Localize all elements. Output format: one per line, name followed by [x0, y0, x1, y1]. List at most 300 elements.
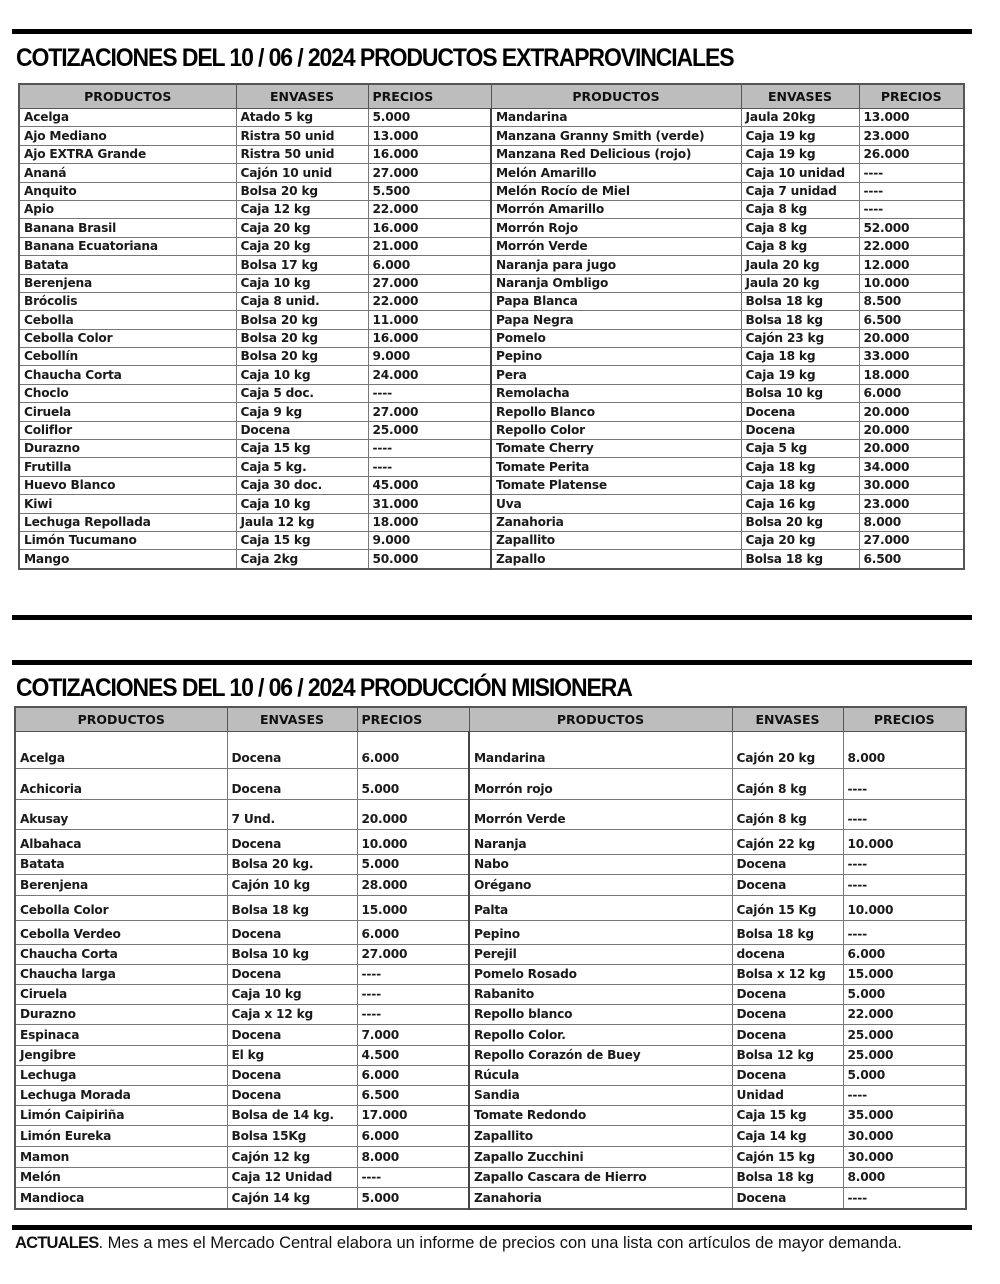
package-cell: Cajón 10 kg [227, 875, 357, 896]
table-row [15, 921, 966, 945]
caption-text: . Mes a mes el Mercado Central elabora un informe de precios con una lista con artículos de mayor demanda. [98, 1234, 902, 1252]
price-cell: 8.000 [859, 513, 964, 531]
price-cell: 30.000 [859, 476, 964, 494]
price-cell: 27.000 [368, 274, 491, 292]
product-cell: Melón Rocío de Miel [491, 182, 741, 200]
price-cell: 52.000 [859, 219, 964, 237]
table-row [15, 875, 966, 896]
package-cell: Bolsa de 14 kg. [227, 1106, 357, 1126]
package-cell: Cajón 15 kg [732, 1147, 843, 1168]
package-cell: Caja 12 Unidad [227, 1168, 357, 1188]
product-cell: Uva [491, 495, 741, 513]
produccion-misionera-body [15, 732, 966, 1209]
package-cell: Caja 10 kg [236, 274, 368, 292]
package-cell: Bolsa 15Kg [227, 1126, 357, 1147]
price-cell: 22.000 [368, 200, 491, 218]
package-cell: Cajón 12 kg [227, 1147, 357, 1168]
package-cell: Caja 12 kg [236, 200, 368, 218]
product-cell: Morrón Verde [469, 800, 732, 830]
price-cell: 34.000 [859, 458, 964, 476]
product-cell: Mandarina [469, 732, 732, 769]
package-cell: Caja 15 kg [732, 1106, 843, 1126]
price-cell: ---- [859, 182, 964, 200]
product-cell: Pomelo [491, 329, 741, 347]
table-row [19, 237, 964, 255]
package-cell: Caja 15 kg [236, 440, 368, 458]
price-cell: 18.000 [368, 513, 491, 531]
product-cell: Espinaca [15, 1025, 227, 1046]
price-cell: 6.500 [859, 550, 964, 569]
product-cell: Choclo [19, 384, 236, 402]
package-cell: Caja 10 unidad [741, 164, 859, 182]
price-cell: 10.000 [859, 274, 964, 292]
product-cell: Banana Brasil [19, 219, 236, 237]
package-cell: Cajón 20 kg [732, 732, 843, 769]
product-cell: Palta [469, 896, 732, 921]
price-cell: 10.000 [843, 896, 966, 921]
product-cell: Sandia [469, 1086, 732, 1106]
table-row [19, 476, 964, 494]
price-cell: 16.000 [368, 219, 491, 237]
price-cell: ---- [368, 440, 491, 458]
product-cell: Mamon [15, 1147, 227, 1168]
product-cell: Pomelo Rosado [469, 965, 732, 985]
column-header: PRECIOS [357, 707, 469, 732]
product-cell: Pepino [491, 348, 741, 366]
package-cell: Docena [732, 1005, 843, 1025]
package-cell: Bolsa 18 kg [741, 550, 859, 569]
package-cell: Caja 5 doc. [236, 384, 368, 402]
caption-lead: ACTUALES [15, 1234, 99, 1252]
table-row [15, 830, 966, 855]
price-cell: 10.000 [357, 830, 469, 855]
column-header: PRODUCTOS [19, 84, 236, 109]
table-row [15, 800, 966, 830]
package-cell: Docena [236, 421, 368, 439]
product-cell: Achicoria [15, 769, 227, 800]
package-cell: Caja 5 kg. [236, 458, 368, 476]
product-cell: Pera [491, 366, 741, 384]
package-cell: Caja x 12 kg [227, 1005, 357, 1025]
product-cell: Ciruela [15, 985, 227, 1005]
price-cell: 30.000 [843, 1147, 966, 1168]
product-cell: Banana Ecuatoriana [19, 237, 236, 255]
price-cell: ---- [357, 965, 469, 985]
package-cell: Ristra 50 unid [236, 145, 368, 163]
price-cell: 45.000 [368, 476, 491, 494]
package-cell: docena [732, 945, 843, 965]
package-cell: Caja 2kg [236, 550, 368, 569]
product-cell: Limón Tucumano [19, 531, 236, 549]
product-cell: Tomate Redondo [469, 1106, 732, 1126]
price-cell: 6.000 [859, 384, 964, 402]
package-cell: Cajón 10 unid [236, 164, 368, 182]
price-cell: 9.000 [368, 531, 491, 549]
product-cell: Frutilla [19, 458, 236, 476]
bottom-rule [12, 1225, 972, 1230]
package-cell: Caja 16 kg [741, 495, 859, 513]
product-cell: Apio [19, 200, 236, 218]
price-cell: 20.000 [859, 421, 964, 439]
table-row [19, 200, 964, 218]
package-cell: Atado 5 kg [236, 109, 368, 127]
section1-title: COTIZACIONES DEL 10 / 06 / 2024 PRODUCTOS EXTRAPROVINCIALES [16, 44, 734, 72]
table-row [15, 945, 966, 965]
package-cell: Jaula 12 kg [236, 513, 368, 531]
price-cell: 16.000 [368, 329, 491, 347]
product-cell: Cebolla Verdeo [15, 921, 227, 945]
package-cell: Jaula 20 kg [741, 256, 859, 274]
price-cell: 13.000 [859, 109, 964, 127]
package-cell: Docena [741, 403, 859, 421]
price-cell: 26.000 [859, 145, 964, 163]
price-cell: 5.000 [357, 1188, 469, 1209]
package-cell: Docena [227, 921, 357, 945]
caption [15, 1234, 902, 1253]
product-cell: Ciruela [19, 403, 236, 421]
package-cell: Docena [732, 1025, 843, 1046]
package-cell: Caja 20 kg [741, 531, 859, 549]
table-row [15, 1046, 966, 1066]
product-cell: Papa Negra [491, 311, 741, 329]
product-cell: Morrón Amarillo [491, 200, 741, 218]
price-cell: 8.500 [859, 292, 964, 310]
extraprovinciales-body [19, 109, 964, 569]
product-cell: Tomate Perita [491, 458, 741, 476]
package-cell: Bolsa 20 kg [741, 513, 859, 531]
package-cell: Docena [227, 1025, 357, 1046]
table-row [15, 1126, 966, 1147]
price-cell: ---- [357, 1168, 469, 1188]
table-row [19, 348, 964, 366]
mid-rule-1 [12, 615, 972, 620]
price-cell: 5.000 [843, 985, 966, 1005]
table-row [15, 1005, 966, 1025]
package-cell: Docena [227, 732, 357, 769]
price-cell: ---- [843, 800, 966, 830]
table-row [15, 769, 966, 800]
table-row [19, 311, 964, 329]
product-cell: Rúcula [469, 1066, 732, 1086]
price-cell: 4.500 [357, 1046, 469, 1066]
package-cell: Jaula 20kg [741, 109, 859, 127]
product-cell: Huevo Blanco [19, 476, 236, 494]
package-cell: Docena [732, 875, 843, 896]
product-cell: Lechuga Morada [15, 1086, 227, 1106]
product-cell: Remolacha [491, 384, 741, 402]
price-cell: 5.000 [357, 855, 469, 875]
table-row [19, 329, 964, 347]
product-cell: Repollo Color. [469, 1025, 732, 1046]
package-cell: Bolsa 10 kg [227, 945, 357, 965]
package-cell: Cajón 8 kg [732, 769, 843, 800]
price-cell: ---- [843, 855, 966, 875]
table-row [19, 256, 964, 274]
price-cell: 24.000 [368, 366, 491, 384]
price-cell: 5.000 [843, 1066, 966, 1086]
price-cell: 20.000 [357, 800, 469, 830]
product-cell: Melón [15, 1168, 227, 1188]
package-cell: Unidad [732, 1086, 843, 1106]
package-cell: Cajón 15 Kg [732, 896, 843, 921]
table-header-row [19, 84, 964, 109]
price-cell: 20.000 [859, 329, 964, 347]
product-cell: Cebollín [19, 348, 236, 366]
column-header: ENVASES [227, 707, 357, 732]
package-cell: Docena [227, 1066, 357, 1086]
package-cell: Docena [227, 769, 357, 800]
package-cell: Caja 8 kg [741, 219, 859, 237]
table-row [19, 384, 964, 402]
price-cell: 5.000 [368, 109, 491, 127]
package-cell: Caja 20 kg [236, 237, 368, 255]
price-cell: 25.000 [843, 1025, 966, 1046]
table-row [15, 1106, 966, 1126]
product-cell: Naranja [469, 830, 732, 855]
package-cell: Docena [732, 855, 843, 875]
package-cell: Caja 18 kg [741, 348, 859, 366]
price-cell: ---- [357, 985, 469, 1005]
table-row [15, 1147, 966, 1168]
column-header: ENVASES [236, 84, 368, 109]
package-cell: Bolsa 20 kg [236, 329, 368, 347]
package-cell: Caja 18 kg [741, 476, 859, 494]
package-cell: Caja 19 kg [741, 127, 859, 145]
price-cell: 6.500 [859, 311, 964, 329]
package-cell: Bolsa 12 kg [732, 1046, 843, 1066]
product-cell: Cebolla Color [15, 896, 227, 921]
price-cell: 6.500 [357, 1086, 469, 1106]
package-cell: Bolsa 18 kg [732, 921, 843, 945]
product-cell: Ajo EXTRA Grande [19, 145, 236, 163]
product-cell: Albahaca [15, 830, 227, 855]
price-cell: 6.000 [357, 921, 469, 945]
product-cell: Ajo Mediano [19, 127, 236, 145]
price-cell: 8.000 [357, 1147, 469, 1168]
price-cell: 27.000 [368, 403, 491, 421]
product-cell: Morrón Rojo [491, 219, 741, 237]
product-cell: Lechuga [15, 1066, 227, 1086]
product-cell: Acelga [15, 732, 227, 769]
product-cell: Kiwi [19, 495, 236, 513]
package-cell: Caja 10 kg [236, 366, 368, 384]
column-header: PRECIOS [368, 84, 491, 109]
product-cell: Morrón Verde [491, 237, 741, 255]
price-cell: 22.000 [859, 237, 964, 255]
price-cell: ---- [843, 1188, 966, 1209]
price-cell: 6.000 [357, 1126, 469, 1147]
product-cell: Repollo Blanco [491, 403, 741, 421]
price-cell: 15.000 [357, 896, 469, 921]
product-cell: Cebolla Color [19, 329, 236, 347]
price-cell: ---- [368, 458, 491, 476]
column-header: PRODUCTOS [469, 707, 732, 732]
price-cell: 7.000 [357, 1025, 469, 1046]
table-row [15, 965, 966, 985]
product-cell: Durazno [15, 1005, 227, 1025]
package-cell: Docena [227, 830, 357, 855]
product-cell: Zapallo [491, 550, 741, 569]
mid-rule-2 [12, 660, 972, 665]
table-row [19, 292, 964, 310]
price-cell: 9.000 [368, 348, 491, 366]
product-cell: Mango [19, 550, 236, 569]
package-cell: Bolsa 18 kg [741, 292, 859, 310]
price-cell: 21.000 [368, 237, 491, 255]
price-cell: 25.000 [368, 421, 491, 439]
product-cell: Anquito [19, 182, 236, 200]
price-cell: 6.000 [368, 256, 491, 274]
package-cell: Docena [227, 1086, 357, 1106]
table-row [19, 531, 964, 549]
produccion-misionera-table [14, 706, 967, 1210]
price-cell: 23.000 [859, 127, 964, 145]
product-cell: Durazno [19, 440, 236, 458]
product-cell: Zanahoria [491, 513, 741, 531]
price-cell: 15.000 [843, 965, 966, 985]
package-cell: 7 Und. [227, 800, 357, 830]
price-cell: 10.000 [843, 830, 966, 855]
table-row [19, 440, 964, 458]
product-cell: Tomate Cherry [491, 440, 741, 458]
package-cell: Docena [741, 421, 859, 439]
product-cell: Repollo Corazón de Buey [469, 1046, 732, 1066]
price-cell: 23.000 [859, 495, 964, 513]
product-cell: Perejil [469, 945, 732, 965]
table-row [19, 274, 964, 292]
package-cell: Cajón 8 kg [732, 800, 843, 830]
package-cell: Caja 5 kg [741, 440, 859, 458]
product-cell: Berenjena [19, 274, 236, 292]
product-cell: Chaucha Corta [19, 366, 236, 384]
package-cell: Caja 15 kg [236, 531, 368, 549]
product-cell: Repollo blanco [469, 1005, 732, 1025]
package-cell: Cajón 23 kg [741, 329, 859, 347]
table-row [19, 182, 964, 200]
table-row [19, 219, 964, 237]
product-cell: Lechuga Repollada [19, 513, 236, 531]
product-cell: Coliflor [19, 421, 236, 439]
product-cell: Zapallito [491, 531, 741, 549]
product-cell: Mandioca [15, 1188, 227, 1209]
product-cell: Naranja Ombligo [491, 274, 741, 292]
table-row [15, 1086, 966, 1106]
package-cell: Caja 8 unid. [236, 292, 368, 310]
column-header: PRODUCTOS [491, 84, 741, 109]
package-cell: Caja 10 kg [236, 495, 368, 513]
product-cell: Batata [19, 256, 236, 274]
package-cell: Caja 8 kg [741, 200, 859, 218]
package-cell: Bolsa 18 kg [741, 311, 859, 329]
package-cell: Caja 19 kg [741, 145, 859, 163]
price-cell: ---- [859, 164, 964, 182]
package-cell: Docena [732, 1188, 843, 1209]
package-cell: Caja 14 kg [732, 1126, 843, 1147]
price-cell: ---- [843, 1086, 966, 1106]
table-row [15, 855, 966, 875]
package-cell: Cajón 14 kg [227, 1188, 357, 1209]
price-cell: 27.000 [357, 945, 469, 965]
price-cell: 17.000 [357, 1106, 469, 1126]
top-rule-1 [12, 29, 972, 34]
product-cell: Manzana Red Delicious (rojo) [491, 145, 741, 163]
table-row [15, 985, 966, 1005]
price-cell: 6.000 [357, 732, 469, 769]
price-cell: 16.000 [368, 145, 491, 163]
package-cell: Docena [732, 1066, 843, 1086]
product-cell: Cebolla [19, 311, 236, 329]
price-cell: 12.000 [859, 256, 964, 274]
product-cell: Manzana Granny Smith (verde) [491, 127, 741, 145]
price-cell: 5.500 [368, 182, 491, 200]
table-row [15, 896, 966, 921]
price-cell: 18.000 [859, 366, 964, 384]
product-cell: Papa Blanca [491, 292, 741, 310]
table-row [19, 109, 964, 127]
column-header: ENVASES [741, 84, 859, 109]
price-cell: 6.000 [843, 945, 966, 965]
product-cell: Zapallo Cascara de Hierro [469, 1168, 732, 1188]
price-cell: 11.000 [368, 311, 491, 329]
product-cell: Ananá [19, 164, 236, 182]
package-cell: Caja 10 kg [227, 985, 357, 1005]
package-cell: Bolsa 18 kg [227, 896, 357, 921]
column-header: ENVASES [732, 707, 843, 732]
package-cell: Caja 18 kg [741, 458, 859, 476]
price-cell: 31.000 [368, 495, 491, 513]
table-row [19, 495, 964, 513]
product-cell: Brócolis [19, 292, 236, 310]
price-cell: 50.000 [368, 550, 491, 569]
product-cell: Berenjena [15, 875, 227, 896]
product-cell: Zapallito [469, 1126, 732, 1147]
price-cell: 22.000 [368, 292, 491, 310]
table-row [15, 1188, 966, 1209]
product-cell: Nabo [469, 855, 732, 875]
column-header: PRODUCTOS [15, 707, 227, 732]
extraprovinciales-table [18, 83, 965, 570]
product-cell: Melón Amarillo [491, 164, 741, 182]
product-cell: Mandarina [491, 109, 741, 127]
package-cell: Bolsa x 12 kg [732, 965, 843, 985]
price-cell: ---- [859, 200, 964, 218]
product-cell: Naranja para jugo [491, 256, 741, 274]
price-cell: 5.000 [357, 769, 469, 800]
price-cell: 20.000 [859, 403, 964, 421]
package-cell: Bolsa 17 kg [236, 256, 368, 274]
product-cell: Chaucha Corta [15, 945, 227, 965]
product-cell: Orégano [469, 875, 732, 896]
product-cell: Akusay [15, 800, 227, 830]
package-cell: Caja 30 doc. [236, 476, 368, 494]
price-cell: ---- [843, 875, 966, 896]
package-cell: Caja 19 kg [741, 366, 859, 384]
price-cell: ---- [368, 384, 491, 402]
price-cell: 8.000 [843, 732, 966, 769]
price-cell: 33.000 [859, 348, 964, 366]
product-cell: Pepino [469, 921, 732, 945]
product-cell: Limón Eureka [15, 1126, 227, 1147]
product-cell: Acelga [19, 109, 236, 127]
product-cell: Jengibre [15, 1046, 227, 1066]
package-cell: Bolsa 20 kg [236, 182, 368, 200]
package-cell: Caja 9 kg [236, 403, 368, 421]
table-row [19, 127, 964, 145]
table-row [19, 421, 964, 439]
price-cell: ---- [843, 921, 966, 945]
package-cell: Ristra 50 unid [236, 127, 368, 145]
price-cell: 25.000 [843, 1046, 966, 1066]
